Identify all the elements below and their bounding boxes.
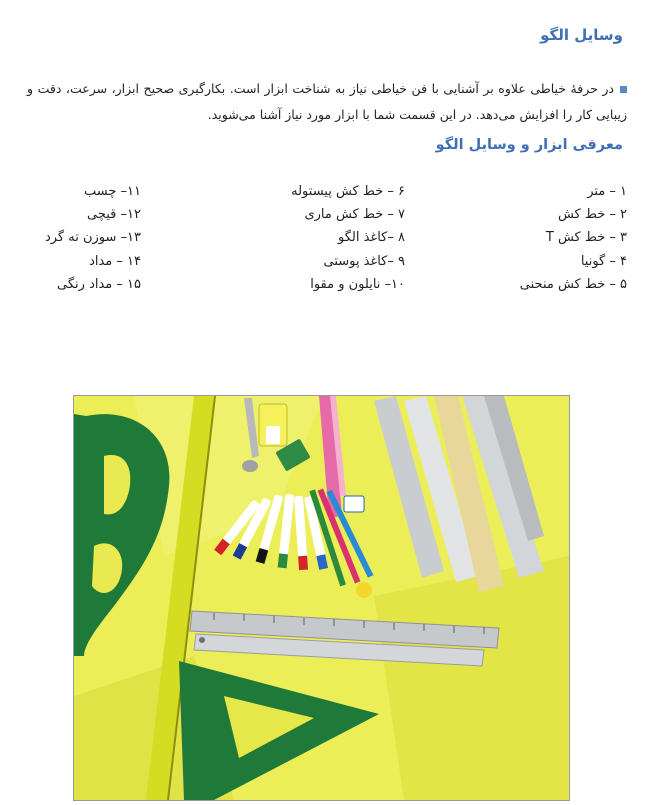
tools-column-3 xyxy=(45,180,141,296)
subsection-title: معرفی ابزار و وسایل الگو xyxy=(435,137,623,153)
tool-item: ۱۳– سوزن ته گرد xyxy=(44,230,141,246)
tool-item: ۶ – خط کش پیستوله xyxy=(291,184,405,199)
square-bullet-icon xyxy=(620,86,627,93)
tool-item: ۱۱– چسب xyxy=(84,184,141,199)
intro-text: در حرفهٔ خیاطی علاوه بر آشنایی با فن خیاطی نیاز به شناخت ابزار است. بکارگیری صحیح ابزار، سرعت، دقت و زیبایی کار را افزایش می‌دهد. در این قسمت شما با ابزار مورد نیاز آشنا می‌شوید. xyxy=(27,81,627,122)
tool-item: ۸ –کاغذ الگو xyxy=(338,230,405,246)
tools-column-1 xyxy=(520,180,627,296)
tool-item: ۳ – خط کش T xyxy=(545,230,627,246)
pattern-tools-photo xyxy=(73,395,570,801)
intro-paragraph xyxy=(27,76,627,128)
tool-item: ۱۴ – مداد xyxy=(89,253,141,269)
section-title: وسایل الگو xyxy=(540,26,623,44)
tool-item: ۴ – گونیا xyxy=(580,253,627,269)
tools-column-2 xyxy=(291,180,405,296)
tool-item: ۱ – متر xyxy=(587,184,627,199)
tool-item: ۱۲– قیچی xyxy=(87,207,141,223)
tool-item: ۷ – خط کش ماری xyxy=(304,207,405,223)
tool-item: ۵ – خط کش منحنی xyxy=(519,276,627,292)
tool-item: ۱۰– نایلون و مقوا xyxy=(310,276,405,292)
tool-item: ۱۵ – مداد رنگی xyxy=(57,276,141,292)
tool-item: ۹ –کاغذ پوستی xyxy=(323,253,405,269)
tool-item: ۲ – خط کش xyxy=(557,207,627,223)
tools-list xyxy=(22,180,627,320)
